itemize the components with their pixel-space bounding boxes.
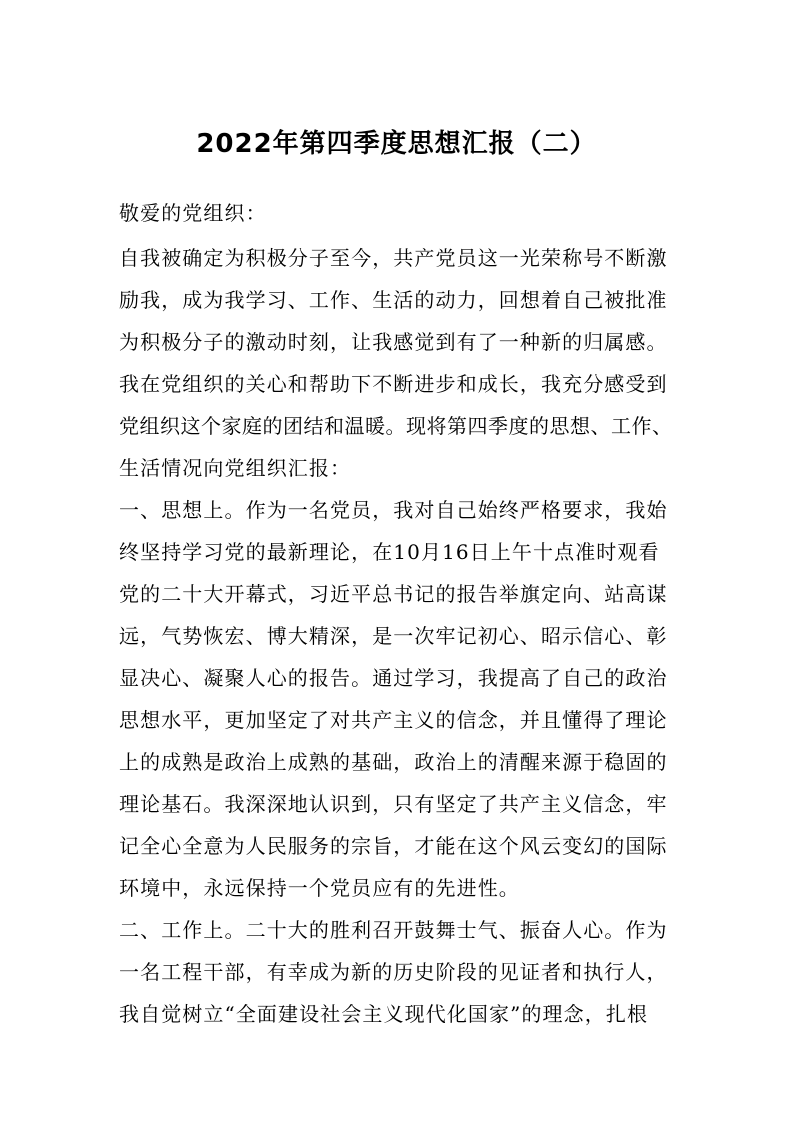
body-line: 理论基石。我深深地认识到，只有坚定了共产主义信念，牢	[119, 792, 668, 816]
body-line: 生活情况向党组织汇报：	[119, 456, 352, 480]
body-line: 远，气势恢宏、博大精深，是一次牢记初心、昭示信心、彰	[119, 624, 668, 648]
salutation-line: 敬爱的党组织：	[119, 201, 267, 225]
body-line: 上的成熟是政治上成熟的基础，政治上的清醒来源于稳固的	[119, 750, 668, 774]
body-line: 显决心、凝聚人心的报告。通过学习，我提高了自己的政治	[119, 666, 668, 690]
body-line: 我在党组织的关心和帮助下不断进步和成长，我充分感受到	[119, 372, 668, 396]
body-line: 自我被确定为积极分子至今，共产党员这一光荣称号不断激	[119, 246, 668, 270]
body-line: 二、工作上。二十大的胜利召开鼓舞士气、振奋人心。作为	[119, 918, 668, 942]
body-line: 党的二十大开幕式，习近平总书记的报告举旗定向、站高谋	[119, 582, 668, 606]
body-line: 党组织这个家庭的团结和温暖。现将第四季度的思想、工作、	[119, 414, 673, 438]
body-line: 思想水平，更加坚定了对共产主义的信念，并且懂得了理论	[119, 708, 668, 732]
body-line: 记全心全意为人民服务的宗旨，才能在这个风云变幻的国际	[119, 834, 668, 858]
body-line: 励我，成为我学习、工作、生活的动力，回想着自己被批准	[119, 288, 668, 312]
body-line: 终坚持学习党的最新理论，在10月16日上午十点准时观看	[119, 540, 660, 564]
document-title: 2022年第四季度思想汇报（二）	[196, 129, 597, 159]
body-line: 一、思想上。作为一名党员，我对自己始终严格要求，我始	[119, 498, 668, 522]
body-line: 一名工程干部，有幸成为新的历史阶段的见证者和执行人，	[119, 960, 668, 984]
body-line: 我自觉树立“全面建设社会主义现代化国家”的理念，扎根	[119, 1002, 649, 1026]
body-line: 为积极分子的激动时刻，让我感觉到有了一种新的归属感。	[119, 330, 668, 354]
body-line: 环境中，永远保持一个党员应有的先进性。	[119, 876, 520, 900]
